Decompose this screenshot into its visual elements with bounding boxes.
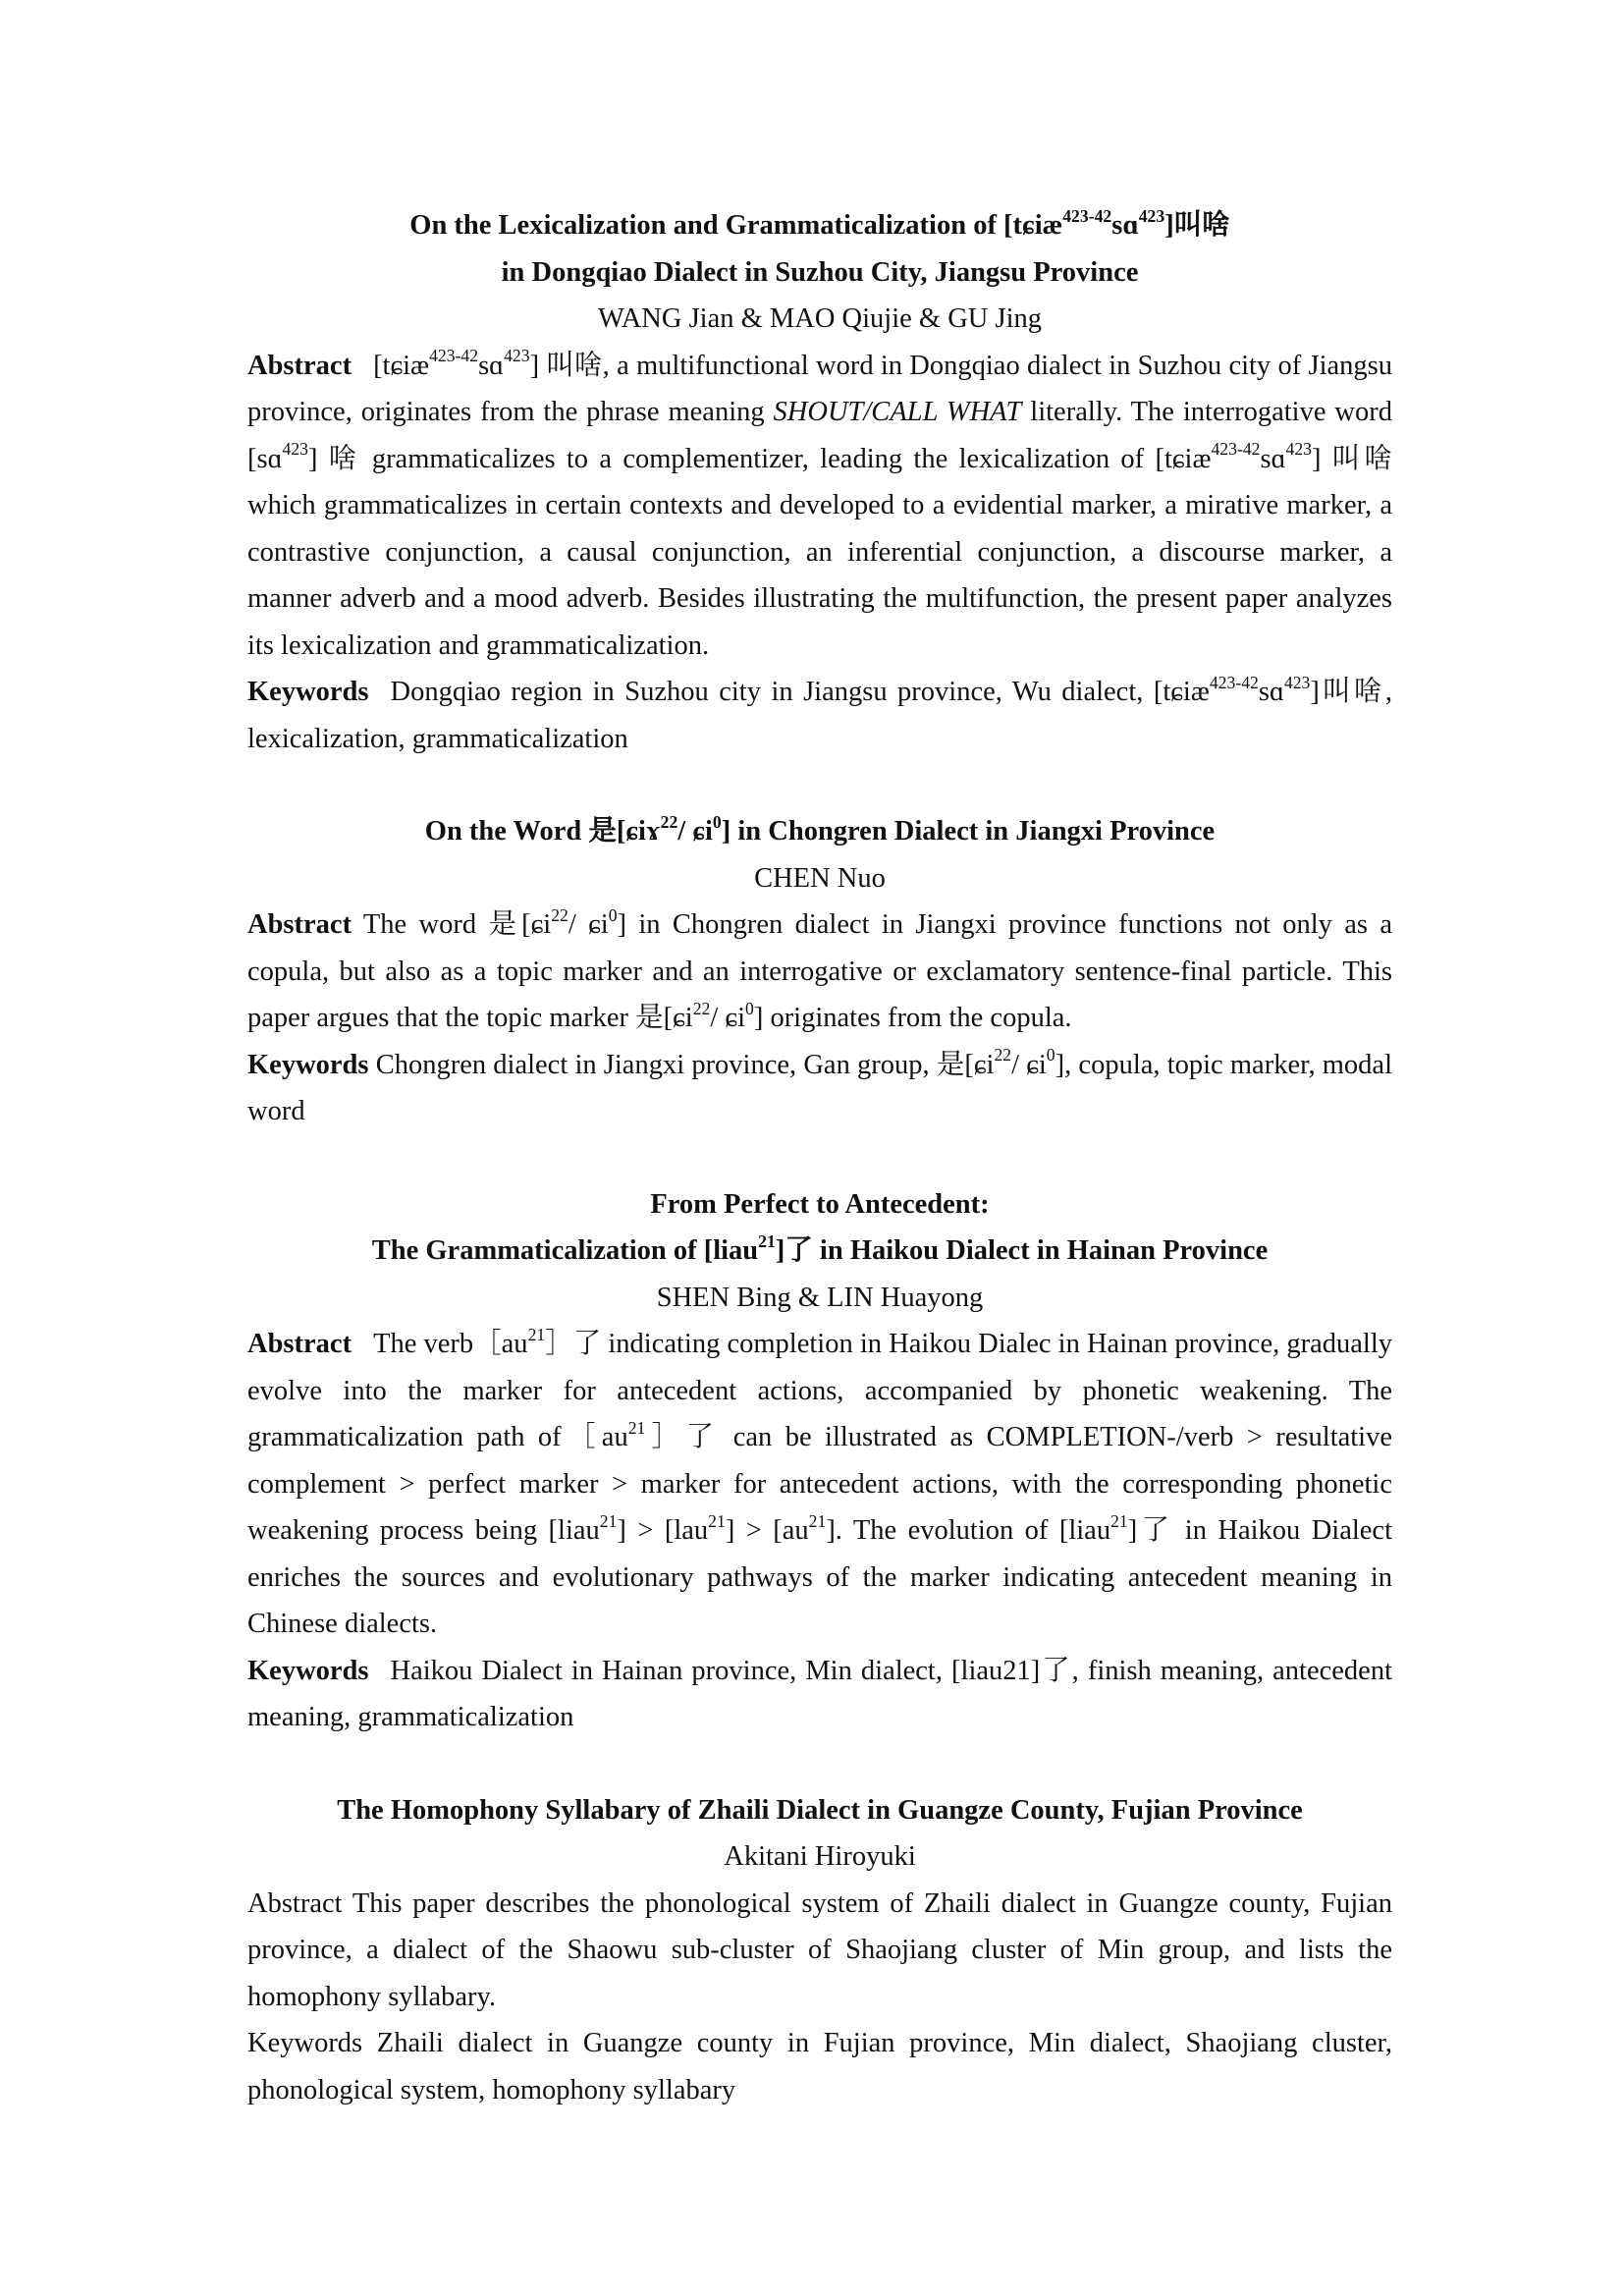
keywords [247,2020,1392,2113]
article-title [247,1181,1392,1275]
abstract [247,1881,1392,2021]
abstract-label: Abstract [247,350,352,381]
page [247,202,1392,2113]
article-title [247,202,1392,296]
article-authors: CHEN Nuo [754,862,886,894]
title-line-2: The Grammaticalization of [liau$^{21}$]了 in Haikou Dialect in Hainan Province [371,1230,1269,1266]
title-line-1: The Homophony Syllabary of Zhaili Dialect in Guangze County, Fujian Province [337,1794,1303,1826]
keywords [247,669,1392,762]
abstract-text: The word 是[ɕi$^{22}$/ ɕi$^0$] in Chongren dialect in Jiangxi province functions not only as a copula, but also as a topic marker and an interrogative or exclamatory sentence-final particle. This paper argues that the topic marker 是[ɕi$^{22}$/ ɕi$^0$] originates from the copula. [247,904,1392,1033]
abstract [247,1321,1392,1648]
keywords-text: Dongqiao region in Suzhou city in Jiangsu province, Wu dialect, [tɕiæ$^{423-42}$sɑ$^{423}$]叫啥, lexicalization, grammaticalization [247,672,1392,754]
article-title [247,808,1392,855]
abstract-text: This paper describes the phonological system of Zhaili dialect in Guangze county, Fujian province, a dialect of the Shaowu sub-cluster of Shaojiang cluster of Min group, and lists the homophony syllabary. [247,1887,1392,2012]
title-line-2: in Dongqiao Dialect in Suzhou City, Jiangsu Province [501,256,1139,288]
article-2 [247,808,1392,1135]
keywords-label: Keywords [247,677,369,707]
keywords-text: Chongren dialect in Jiangxi province, Gan group, 是[ɕi$^{22}$/ ɕi$^0$], copula, topic marker, modal word [247,1045,1393,1126]
abstract-label: Abstract [247,1887,343,1919]
title-line-1: On the Lexicalization and Grammaticalization of [tɕiæ$^{423-42}$sɑ$^{423}$]叫啥 [409,205,1230,241]
abstract-label: Abstract [247,1329,352,1359]
abstract [247,902,1392,1042]
keywords [247,1648,1392,1741]
article-authors: SHEN Bing & LIN Huayong [656,1282,984,1313]
article-title [247,1787,1392,1834]
article-authors: Akitani Hiroyuki [724,1841,916,1872]
keywords-label: Keywords [247,1049,369,1080]
article-4 [247,1787,1392,2114]
keywords [247,1042,1392,1135]
article-authors: WANG Jian & MAO Qiujie & GU Jing [597,303,1043,334]
title-line-1: On the Word 是[ɕiɤ$^{22}$/ ɕi$^0$] in Chongren Dialect in Jiangxi Province [424,811,1216,847]
abstract-text: [tɕiæ$^{423-42}$sɑ$^{423}$] 叫啥, a multifunctional word in Dongqiao dialect in Suzhou city of Jiangsu province, originates from the phrase meaning SHOUT/CALL WHAT literally. The interrogative word [sɑ$^{423}$] 啥 grammaticalizes to a complementizer, leading the lexicalization of [tɕiæ$^{423-42}$sɑ$^{423}$] 叫啥 which grammaticalizes in certain contexts and developed to a evidential marker, a mirative marker, a contrastive conjunction, a causal conjunction, an inferential conjunction, a discourse marker, a manner adverb and a mood adverb. Besides illustrating the multifunction, the present paper analyzes its lexicalization and grammaticalization. [247,346,1392,661]
keywords-label: Keywords [247,1655,369,1686]
abstract [247,343,1392,670]
article-3 [247,1181,1392,1741]
keywords-text: Haikou Dialect in Hainan province, Min dialect, [liau21]了, finish meaning, antecedent meaning, grammaticalization [247,1655,1392,1732]
abstract-text: The $verb[au^{21}]$了 indicating completion in Haikou Dialec in Hainan province, gradually evolve into the marker for antecedent actions, accompanied by phonetic weakening. The grammaticalization path $of[au^{21}]$了 can be illustrated as COMPLETION-/verb > resultative complement > perfect marker > marker for antecedent actions, with the corresponding phonetic weakening process being [liau$^{21}$] > $[lau^{21}] > [au^{21}]$. The evolution of [liau$^{21}$]了 in Haikou Dialect enriches the sources and evolutionary pathways of the marker indicating antecedent meaning in Chinese dialects. [247,1324,1392,1639]
title-line-1: From Perfect to Antecedent: [650,1188,990,1220]
keywords-text: Zhaili dialect in Guangze county in Fujian province, Min dialect, Shaojiang cluster, phonological system, homophony syllabary [247,2028,1392,2105]
keywords-label: Keywords [247,2028,363,2058]
article-1 [247,202,1392,762]
abstract-label: Abstract [247,909,352,940]
